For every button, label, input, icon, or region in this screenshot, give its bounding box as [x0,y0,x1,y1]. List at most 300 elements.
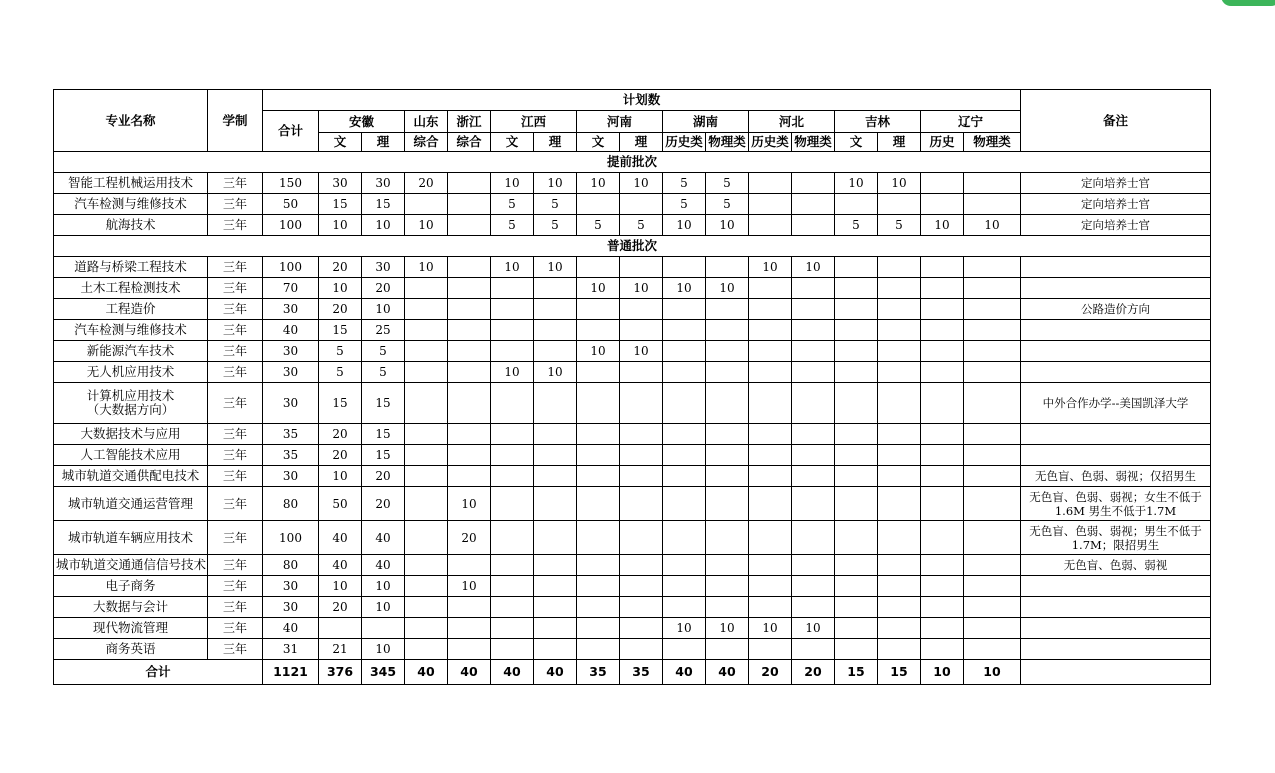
value-cell [792,424,835,445]
value-cell: 15 [362,445,405,466]
note-cell: 无色盲、色弱、弱视；女生不低于1.6M 男生不低于1.7M [1021,487,1211,521]
table-row [54,194,1211,215]
note-cell [1021,618,1211,639]
value-cell [749,555,792,576]
value-cell: 10 [964,215,1021,236]
value-cell [835,341,878,362]
totals-value: 40 [448,660,491,685]
value-cell: 10 [534,173,577,194]
value-cell [792,487,835,521]
duration-cell: 三年 [208,257,263,278]
major-cell: 电子商务 [54,576,208,597]
header-major: 专业名称 [54,90,208,152]
totals-value: 40 [491,660,534,685]
batch-row [54,152,1211,173]
total-cell: 50 [263,194,319,215]
value-cell [706,362,749,383]
value-cell: 10 [362,215,405,236]
value-cell: 20 [362,466,405,487]
value-cell: 5 [835,215,878,236]
header-province: 安徽 [319,111,405,133]
duration-cell: 三年 [208,576,263,597]
value-cell [921,445,964,466]
value-cell [491,278,534,299]
value-cell [577,362,620,383]
value-cell [964,320,1021,341]
value-cell [663,639,706,660]
value-cell [835,445,878,466]
duration-cell: 三年 [208,639,263,660]
table-row [54,618,1211,639]
value-cell [620,320,663,341]
value-cell [620,639,663,660]
value-cell [964,341,1021,362]
value-cell [921,320,964,341]
value-cell [792,320,835,341]
table-row [54,466,1211,487]
value-cell [491,521,534,555]
note-cell: 中外合作办学--美国凯泽大学 [1021,383,1211,424]
value-cell [964,424,1021,445]
value-cell [835,320,878,341]
value-cell [620,618,663,639]
totals-value: 20 [792,660,835,685]
table-row [54,257,1211,278]
totals-value: 15 [878,660,921,685]
value-cell [620,487,663,521]
note-cell [1021,597,1211,618]
value-cell: 5 [362,362,405,383]
value-cell: 20 [405,173,448,194]
value-cell [921,383,964,424]
totals-value: 40 [663,660,706,685]
subheader-cell: 文 [835,133,878,152]
value-cell [663,299,706,320]
value-cell [878,487,921,521]
value-cell [964,362,1021,383]
value-cell [792,445,835,466]
total-cell: 80 [263,555,319,576]
value-cell [878,466,921,487]
value-cell [964,576,1021,597]
value-cell [921,424,964,445]
subheader-cell: 文 [491,133,534,152]
totals-label: 合计 [54,660,263,685]
value-cell [706,639,749,660]
value-cell [448,618,491,639]
value-cell: 15 [319,383,362,424]
total-cell: 80 [263,487,319,521]
subheader-cell: 历史 [921,133,964,152]
table-row [54,383,1211,424]
duration-cell: 三年 [208,466,263,487]
major-cell: 无人机应用技术 [54,362,208,383]
value-cell: 10 [362,639,405,660]
value-cell [491,618,534,639]
value-cell [792,173,835,194]
value-cell: 10 [534,257,577,278]
value-cell [792,362,835,383]
value-cell [534,320,577,341]
value-cell: 5 [878,215,921,236]
value-cell [577,618,620,639]
major-cell: 航海技术 [54,215,208,236]
value-cell [663,576,706,597]
value-cell [878,521,921,555]
value-cell [405,487,448,521]
value-cell [491,424,534,445]
note-cell: 无色盲、色弱、弱视；男生不低于1.7M；限招男生 [1021,521,1211,555]
value-cell [405,424,448,445]
value-cell: 5 [319,362,362,383]
value-cell [964,639,1021,660]
value-cell [749,445,792,466]
major-cell: 人工智能技术应用 [54,445,208,466]
value-cell: 15 [362,383,405,424]
total-cell: 30 [263,466,319,487]
value-cell: 20 [319,299,362,320]
value-cell [964,555,1021,576]
value-cell [491,445,534,466]
value-cell: 10 [577,278,620,299]
header-province: 浙江 [448,111,491,133]
note-cell [1021,424,1211,445]
value-cell: 10 [792,257,835,278]
note-cell: 定向培养士官 [1021,194,1211,215]
total-cell: 30 [263,383,319,424]
value-cell: 10 [792,618,835,639]
value-cell [534,639,577,660]
value-cell: 10 [620,341,663,362]
value-cell [878,299,921,320]
value-cell [577,257,620,278]
duration-cell: 三年 [208,618,263,639]
value-cell: 10 [362,576,405,597]
value-cell [792,466,835,487]
value-cell: 20 [362,278,405,299]
value-cell [663,487,706,521]
value-cell [964,618,1021,639]
header-plan: 计划数 [263,90,1021,111]
value-cell [964,487,1021,521]
value-cell: 5 [663,194,706,215]
total-cell: 70 [263,278,319,299]
value-cell [448,639,491,660]
value-cell [835,278,878,299]
value-cell: 10 [319,215,362,236]
value-cell [491,576,534,597]
value-cell [448,215,491,236]
value-cell: 5 [534,194,577,215]
value-cell [405,299,448,320]
value-cell [706,576,749,597]
subheader-cell: 文 [577,133,620,152]
total-cell: 30 [263,299,319,320]
value-cell [534,521,577,555]
value-cell [921,257,964,278]
value-cell [835,362,878,383]
value-cell [448,341,491,362]
header-total: 合计 [263,111,319,152]
value-cell: 20 [319,257,362,278]
corner-tab[interactable] [1221,0,1275,6]
value-cell [749,424,792,445]
value-cell [577,555,620,576]
table-row [54,487,1211,521]
major-cell: 工程造价 [54,299,208,320]
header-province: 江西 [491,111,577,133]
value-cell [792,194,835,215]
duration-cell: 三年 [208,299,263,320]
value-cell [577,320,620,341]
header-remark: 备注 [1021,90,1211,152]
value-cell [491,320,534,341]
duration-cell: 三年 [208,445,263,466]
duration-cell: 三年 [208,597,263,618]
table-row [54,341,1211,362]
value-cell: 10 [491,257,534,278]
value-cell: 20 [362,487,405,521]
value-cell [878,362,921,383]
value-cell: 10 [534,362,577,383]
value-cell [534,341,577,362]
value-cell [706,597,749,618]
major-cell: 现代物流管理 [54,618,208,639]
value-cell [405,362,448,383]
value-cell [620,555,663,576]
value-cell [405,576,448,597]
value-cell [448,320,491,341]
enrollment-plan-table [53,89,1211,685]
total-cell: 30 [263,341,319,362]
value-cell [448,173,491,194]
header-province: 河南 [577,111,663,133]
value-cell [620,576,663,597]
total-cell: 30 [263,576,319,597]
value-cell: 10 [835,173,878,194]
total-cell: 100 [263,521,319,555]
value-cell [878,639,921,660]
value-cell: 10 [749,257,792,278]
note-cell [1021,445,1211,466]
value-cell [405,278,448,299]
subheader-cell: 综合 [405,133,448,152]
major-cell: 计算机应用技术 （大数据方向） [54,383,208,424]
table-row [54,445,1211,466]
value-cell [792,341,835,362]
batch-title: 提前批次 [54,152,1211,173]
value-cell [878,194,921,215]
value-cell [577,445,620,466]
totals-value: 10 [964,660,1021,685]
value-cell: 10 [319,576,362,597]
value-cell: 40 [362,521,405,555]
totals-note [1021,660,1211,685]
value-cell [448,299,491,320]
value-cell [749,383,792,424]
value-cell [921,597,964,618]
value-cell [663,597,706,618]
value-cell [448,424,491,445]
value-cell [749,576,792,597]
value-cell [706,299,749,320]
total-cell: 150 [263,173,319,194]
header-province: 山东 [405,111,448,133]
value-cell [620,299,663,320]
total-cell: 100 [263,215,319,236]
value-cell [405,383,448,424]
value-cell: 5 [706,194,749,215]
batch-title: 普通批次 [54,236,1211,257]
value-cell [964,445,1021,466]
value-cell [577,466,620,487]
value-cell: 30 [362,257,405,278]
value-cell: 5 [663,173,706,194]
value-cell [964,521,1021,555]
totals-value: 20 [749,660,792,685]
value-cell: 10 [706,618,749,639]
totals-value: 35 [620,660,663,685]
header-province: 辽宁 [921,111,1021,133]
value-cell [405,639,448,660]
value-cell [448,597,491,618]
value-cell [577,597,620,618]
value-cell: 20 [319,445,362,466]
value-cell [878,597,921,618]
value-cell [878,278,921,299]
value-cell [749,487,792,521]
value-cell: 10 [362,597,405,618]
major-cell: 商务英语 [54,639,208,660]
value-cell [964,173,1021,194]
value-cell [534,576,577,597]
value-cell [878,424,921,445]
value-cell [534,424,577,445]
value-cell [878,618,921,639]
table-row [54,521,1211,555]
duration-cell: 三年 [208,173,263,194]
value-cell [405,194,448,215]
value-cell [921,618,964,639]
totals-value: 40 [706,660,749,685]
value-cell [921,521,964,555]
subheader-cell: 理 [620,133,663,152]
major-cell: 道路与桥梁工程技术 [54,257,208,278]
total-cell: 35 [263,445,319,466]
value-cell: 10 [577,341,620,362]
header-province: 河北 [749,111,835,133]
value-cell [448,555,491,576]
value-cell [405,341,448,362]
value-cell: 10 [663,618,706,639]
value-cell [964,383,1021,424]
value-cell [491,341,534,362]
value-cell [749,362,792,383]
value-cell: 50 [319,487,362,521]
table-row [54,215,1211,236]
total-cell: 40 [263,320,319,341]
value-cell [491,487,534,521]
value-cell: 10 [620,173,663,194]
value-cell [835,597,878,618]
duration-cell: 三年 [208,487,263,521]
value-cell [835,618,878,639]
value-cell: 10 [706,215,749,236]
note-cell: 无色盲、色弱、弱视；仅招男生 [1021,466,1211,487]
value-cell [921,576,964,597]
value-cell [706,466,749,487]
value-cell [534,445,577,466]
value-cell [792,383,835,424]
value-cell [620,466,663,487]
value-cell: 21 [319,639,362,660]
value-cell: 30 [319,173,362,194]
value-cell [534,597,577,618]
value-cell [921,341,964,362]
major-cell: 城市轨道交通供配电技术 [54,466,208,487]
value-cell [405,618,448,639]
value-cell [749,597,792,618]
value-cell [577,424,620,445]
subheader-cell: 理 [878,133,921,152]
value-cell [878,555,921,576]
value-cell [792,215,835,236]
note-cell: 定向培养士官 [1021,173,1211,194]
value-cell [491,597,534,618]
value-cell [663,445,706,466]
subheader-cell: 物理类 [792,133,835,152]
duration-cell: 三年 [208,194,263,215]
value-cell [706,555,749,576]
total-cell: 40 [263,618,319,639]
subheader-cell: 历史类 [749,133,792,152]
value-cell [749,194,792,215]
note-cell [1021,576,1211,597]
value-cell [835,466,878,487]
value-cell: 5 [706,173,749,194]
value-cell [706,341,749,362]
value-cell [835,576,878,597]
value-cell [749,320,792,341]
major-cell: 大数据与会计 [54,597,208,618]
value-cell [577,521,620,555]
value-cell [792,639,835,660]
value-cell: 40 [319,521,362,555]
value-cell [663,320,706,341]
subheader-cell: 物理类 [706,133,749,152]
note-cell: 定向培养士官 [1021,215,1211,236]
value-cell: 10 [319,466,362,487]
value-cell [792,278,835,299]
duration-cell: 三年 [208,555,263,576]
value-cell [620,424,663,445]
value-cell [964,466,1021,487]
value-cell [577,383,620,424]
note-cell [1021,257,1211,278]
value-cell [706,445,749,466]
value-cell [964,299,1021,320]
major-cell: 城市轨道车辆应用技术 [54,521,208,555]
value-cell [491,639,534,660]
value-cell: 10 [663,278,706,299]
value-cell [921,555,964,576]
totals-value: 40 [405,660,448,685]
value-cell: 10 [706,278,749,299]
totals-value: 376 [319,660,362,685]
value-cell [405,320,448,341]
total-cell: 30 [263,597,319,618]
value-cell [749,341,792,362]
